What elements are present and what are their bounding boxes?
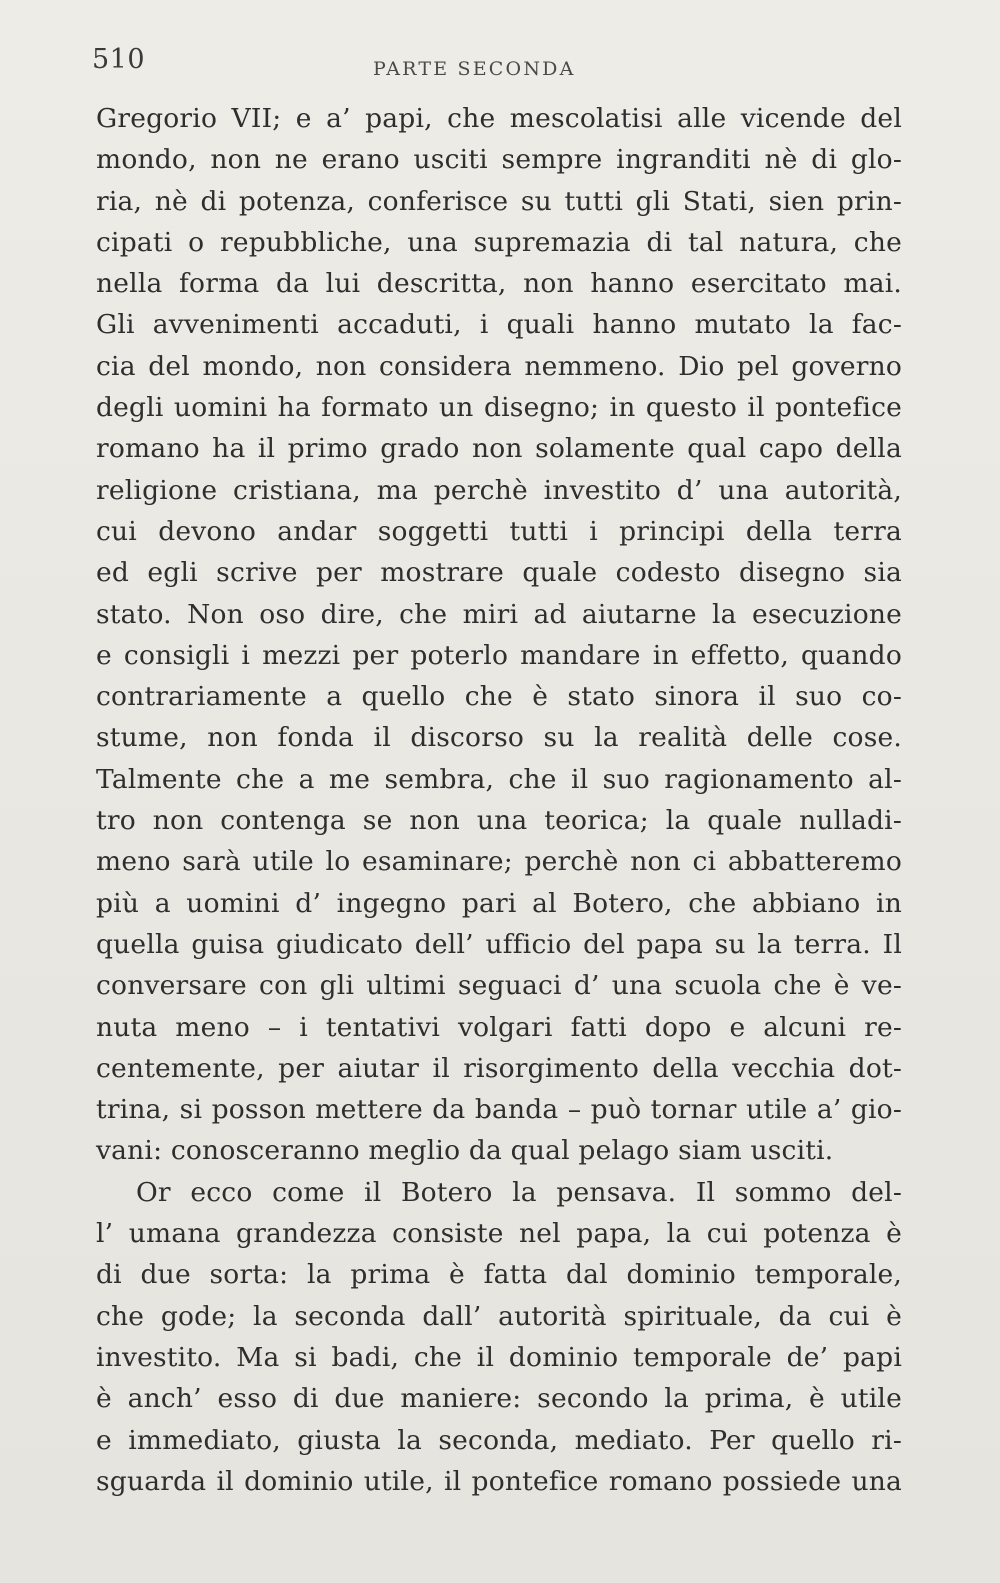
running-head: PARTE SECONDA	[373, 58, 576, 80]
paragraph-first-line: Or ecco come il Botero la pensava. Il sommo del-	[136, 1176, 902, 1208]
text-line: tro non contenga se non una teorica; la quale nulladi-	[96, 805, 902, 837]
text-line: Gregorio VII; e a’ papi, che mescolatisi alle vicende del	[96, 103, 902, 134]
text-line: è anch’ esso di due maniere: secondo la prima, è utile	[96, 1383, 902, 1415]
text-line: degli uomini ha formato un disegno; in questo il pontefice	[96, 392, 902, 424]
text-line: cia del mondo, non considera nemmeno. Dio pel governo	[96, 350, 902, 382]
text-line: contrariamente a quello che è stato sinora il suo co-	[96, 681, 902, 713]
text-line: sguarda il dominio utile, il pontefice romano possiede una	[96, 1465, 902, 1497]
text-line: ed egli scrive per mostrare quale codesto disegno sia	[96, 557, 902, 589]
text-line: che gode; la seconda dall’ autorità spirituale, da cui è	[96, 1300, 902, 1332]
body-text	[96, 98, 902, 1502]
text-line: stato. Non oso dire, che miri ad aiutarne la esecuzione	[96, 598, 902, 630]
paragraph-end-line: vani: conosceranno meglio da qual pelago siam usciti.	[96, 1135, 834, 1167]
text-line: meno sarà utile lo esaminare; perchè non ci abbatteremo	[96, 846, 902, 878]
text-line: religione cristiana, ma perchè investito d’ una autorità,	[96, 474, 902, 506]
text-line: cui devono andar soggetti tutti i principi della terra	[96, 515, 902, 547]
text-line: romano ha il primo grado non solamente qual capo della	[96, 433, 902, 465]
text-line: stume, non fonda il discorso su la realità delle cose.	[96, 722, 902, 754]
text-line: centemente, per aiutar il risorgimento della vecchia dot-	[96, 1052, 902, 1084]
text-line: quella guisa giudicato dell’ ufficio del papa su la terra. Il	[96, 928, 902, 960]
text-line: investito. Ma si badi, che il dominio temporale de’ papi	[96, 1341, 902, 1373]
text-line: cipati o repubbliche, una supremazia di tal natura, che	[96, 226, 902, 258]
text-line: trina, si posson mettere da banda – può tornar utile a’ gio-	[96, 1094, 902, 1126]
text-line: nella forma da lui descritta, non hanno esercitato mai.	[96, 268, 902, 300]
text-line: e immediato, giusta la seconda, mediato. Per quello ri-	[96, 1424, 902, 1456]
text-line: ria, nè di potenza, conferisce su tutti gli Stati, sien prin-	[96, 185, 902, 217]
text-line: più a uomini d’ ingegno pari al Botero, che abbiano in	[96, 887, 902, 919]
text-line: mondo, non ne erano usciti sempre ingranditi nè di glo-	[96, 144, 902, 176]
text-line: di due sorta: la prima è fatta dal dominio temporale,	[96, 1259, 902, 1291]
text-line: conversare con gli ultimi seguaci d’ una scuola che è ve-	[96, 970, 902, 1002]
text-line: e consigli i mezzi per poterlo mandare in effetto, quando	[96, 639, 902, 671]
text-line: l’ umana grandezza consiste nel papa, la cui potenza è	[96, 1218, 902, 1250]
text-line: Gli avvenimenti accaduti, i quali hanno mutato la fac-	[96, 309, 902, 341]
page-number: 510	[92, 44, 146, 75]
text-line: Talmente che a me sembra, che il suo ragionamento al-	[96, 763, 902, 795]
text-line: nuta meno – i tentativi volgari fatti dopo e alcuni re-	[96, 1011, 902, 1043]
